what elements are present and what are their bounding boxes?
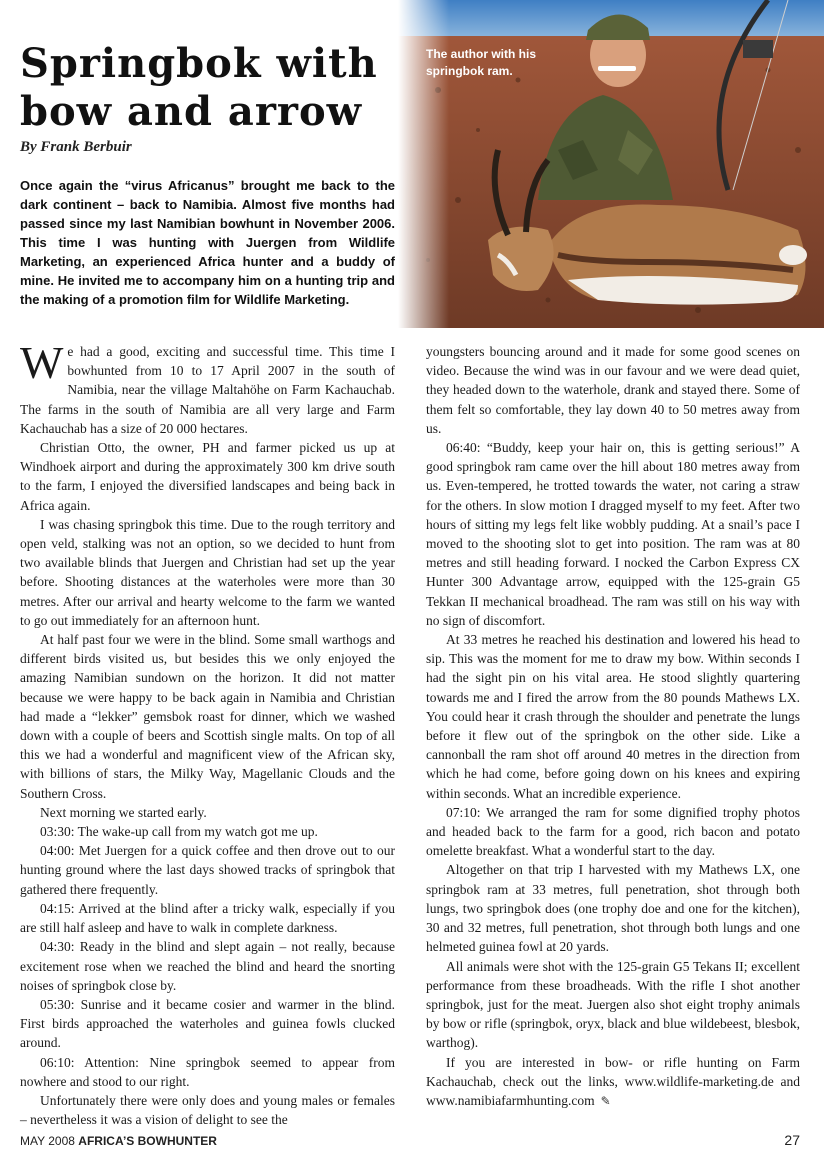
- body-paragraph: Next morning we started early.: [40, 804, 207, 820]
- footer-date: MAY 2008: [20, 1134, 75, 1148]
- body-paragraph: 03:30: The wake-up call from my watch got me up.: [40, 824, 318, 840]
- body-column-left: [20, 337, 395, 1129]
- body-paragraph: Altogether on that trip I harvested with my Mathews LX, one springbok ram at 33 metres, full penetration, shot through both lungs, two springbok does (one trophy doe and one for the kitchen), 30 and 32 metres, full penetration, shot through both lungs and one helmeted guinea fowl at 20 yards.: [426, 862, 800, 955]
- body-paragraph: youngsters bouncing around and it made for some good scenes on video. Because the wind was in our favour and we were dead quiet, they headed down to the waterhole, drank and stayed there. Some of them felt so comfortable, they lay down 40 to 50 metres away from us.: [426, 344, 800, 436]
- body-paragraph: Christian Otto, the owner, PH and farmer picked us up at Windhoek airport and during the approximately 300 km drive south to the farm, I enjoyed the diversified landscapes and being back in Africa again.: [20, 440, 395, 513]
- page-number: 27: [784, 1132, 800, 1148]
- body-paragraph: 05:30: Sunrise and it became cosier and warmer in the blind. First birds approached the waterholes and guinea fowls clucked around.: [20, 996, 395, 1051]
- footer-issue: [20, 1134, 217, 1148]
- page-footer: [20, 1132, 800, 1152]
- article-intro: Once again the “virus Africanus” brought me back to the dark continent – back to Namibia. Almost five months had passed since my last Namibian bowhunt in November 2006. This time I was hunting with Juergen from Wildlife Marketing, an experienced Africa hunter and a buddy of mine. He invited me to accompany him on a hunting trip and the making of a promotion film for Wildlife Marketing.: [20, 178, 395, 307]
- footer-magazine: AFRICA’S BOWHUNTER: [78, 1134, 217, 1148]
- body-paragraph: I was chasing springbok this time. Due to the rough territory and open veld, stalking was not an option, so we decided to hunt from two available blinds that Juergen and Christian had set up the year before. Shooting distances at the waterholes were more than 30 metres. After our arrival and hearty welcome to the farm we wanted to go out immediately for an afternoon hunt.: [20, 516, 395, 628]
- body-paragraph-text: If you are interested in bow- or rifle hunting on Farm Kachauchab, check out the links, www.wildlife-marketing.de and www.namibiafarmhunting.com: [426, 1054, 800, 1108]
- body-paragraph: Unfortunately there were only does and young males or females – nevertheless it was a vision of delight to see the: [20, 1092, 395, 1128]
- body-paragraph: 04:15: Arrived at the blind after a tricky walk, especially if you are still half asleep and have to walk in complete darkness.: [20, 900, 395, 936]
- body-paragraph: 06:10: Attention: Nine springbok seemed to appear from nowhere and stood to our right.: [20, 1054, 395, 1089]
- body-paragraph: 06:40: “Buddy, keep your hair on, this is getting serious!” A good springbok ram came over the hill about 180 metres away from us. Even-tempered, he trotted towards the water, not caring a straw for the others. In slow motion I dragged myself to my feet. After two hours of sitting my legs felt like wobbly pudding. At a snail’s pace I moved to the shooting slot to get into position. The ram was at 80 metres and still heading forward. I nocked the Carbon Express CX Hunter 300 Advantage arrow, equipped with the 125-grain G5 Tekkan II mechanical broadhead. The ram was still on his way with no sign of discomfort.: [426, 440, 800, 628]
- body-paragraph: At 33 metres he reached his destination and lowered his head to sip. This was the moment for me to draw my bow. Within seconds I had the sight pin on his vital area. He stood slightly quartering towards me and I fired the arrow from the 80 pounds Mathews LX. You could hear it crash through the shoulder and penetrate the lungs before it flew out of the springbok on the other side. Like a cannonball the ram shot off around 40 metres in the direction from which he had come, before going down on his knees and expiring within seconds. What an incredible experience.: [426, 632, 800, 801]
- article-title: Springbok with bow and arrow: [20, 40, 378, 135]
- photo-caption: The author with his springbok ram.: [426, 47, 536, 78]
- article-byline: By Frank Berbuir: [20, 139, 132, 155]
- drop-cap: W: [20, 337, 64, 388]
- end-mark-icon: ✎: [600, 1093, 611, 1108]
- body-paragraph-text: e had a good, exciting and successful time. This time I bowhunted from 10 to 17 April 2007 in the south of Namibia, near the village Maltahöhe on Farm Kachauchab. The farms in the south of Namibia are all very large and Farm Kachauchab has a size of 20 000 hectares.: [20, 344, 395, 436]
- body-paragraph: All animals were shot with the 125-grain G5 Tekans II; excellent performance from these broadheads. With the rifle I shot another springbok, just for the meat. Juergen also shot eight trophy animals by bow or rifle (springbok, oryx, black and blue wildebeest, blesbok, warthog).: [426, 958, 800, 1051]
- body-paragraph: At half past four we were in the blind. Some small warthogs and different birds visited us, but besides this we only enjoyed the amazing Namibian sundown on the horizon. It did not matter because we were happy to be back again in Namibia and Christian had made a “lekker” gemsbok roast for dinner, which we washed down with a couple of beers and Scottish single malts. On top of all this we had a wonderful and magnificent view of the African sky, with billions of stars, the Milky Way, Magellanic Clouds and the Southern Cross.: [20, 632, 395, 801]
- body-paragraph: 04:00: Met Juergen for a quick coffee and then drove out to our hunting ground where the last days showed tracks of springbok that gathered there frequently.: [20, 843, 395, 897]
- body-paragraph: 04:30: Ready in the blind and slept again – not really, because excitement rose when we reached the blind and heard the snorting noises of springbok close by.: [20, 939, 395, 993]
- body-paragraph: 07:10: We arranged the ram for some dignified trophy photos and headed back to the farm for a good, rich bacon and potato omelette breakfast. What a wonderful start to the day.: [426, 804, 800, 859]
- body-paragraph: [426, 1053, 800, 1112]
- body-paragraph: [20, 337, 395, 438]
- body-column-right: [426, 342, 800, 1111]
